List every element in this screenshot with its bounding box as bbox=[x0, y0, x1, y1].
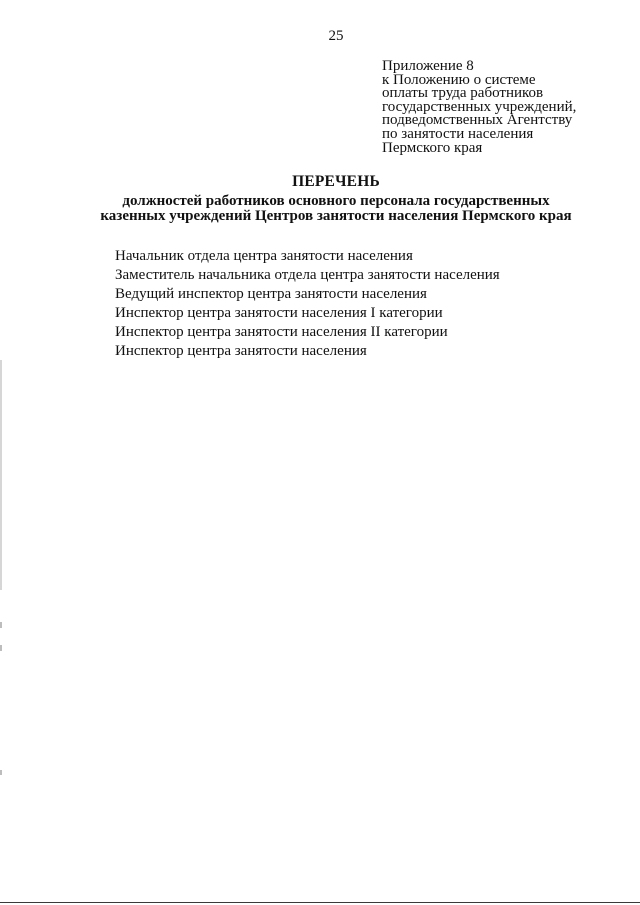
list-item: Инспектор центра занятости населения II категории bbox=[115, 324, 448, 340]
positions-list bbox=[115, 247, 500, 361]
list-item: Инспектор центра занятости населения bbox=[115, 343, 367, 359]
appendix-line: к Положению о системе bbox=[382, 71, 536, 88]
page-number: 25 bbox=[328, 28, 344, 44]
list-item: Начальник отдела центра занятости населения bbox=[115, 248, 413, 264]
document-subtitle bbox=[0, 194, 640, 224]
appendix-line: Пермского края bbox=[382, 139, 483, 156]
appendix-line: подведомственных Агентству bbox=[382, 112, 573, 129]
scan-mark bbox=[0, 622, 2, 628]
scan-edge-line bbox=[0, 360, 2, 590]
subtitle-line: должностей работников основного персонала государственных bbox=[122, 193, 550, 209]
list-item: Ведущий инспектор центра занятости населения bbox=[115, 286, 427, 302]
subtitle-line: казенных учреждений Центров занятости населения Пермского края bbox=[100, 208, 572, 224]
appendix-line: государственных учреждений, bbox=[382, 98, 577, 115]
list-item: Инспектор центра занятости населения I категории bbox=[115, 305, 443, 321]
scan-mark bbox=[0, 645, 2, 651]
appendix-line: по занятости населения bbox=[382, 125, 534, 142]
appendix-line: оплаты труда работников bbox=[382, 85, 544, 102]
appendix-line: Приложение 8 bbox=[382, 58, 474, 74]
document-title: ПЕРЕЧЕНЬ bbox=[292, 173, 380, 190]
appendix-note bbox=[382, 60, 576, 155]
page-bottom-edge bbox=[0, 902, 640, 903]
list-item: Заместитель начальника отдела центра занятости населения bbox=[115, 267, 500, 283]
scan-mark bbox=[0, 770, 2, 775]
